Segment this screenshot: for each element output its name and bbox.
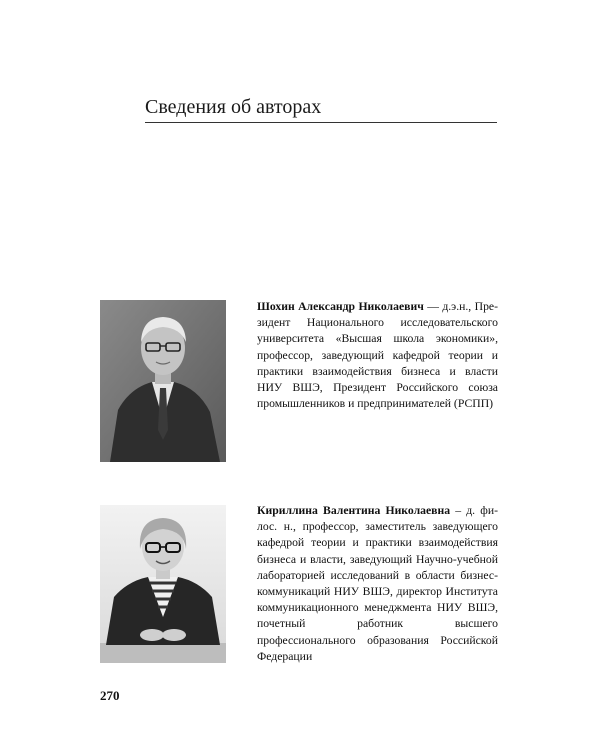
author-photo-kirillina <box>100 505 226 663</box>
author-bio-shokhin <box>257 299 498 412</box>
author-description: д.э.н., Президент Национального исследовательского университета «Высшая школа экономики», профессор, заведующий кафедрой теории и практики взаимодействия бизнеса и власти НИУ ВШЭ, Президент Российского союза промышленников и предпринимателей (РСПП) <box>257 300 499 411</box>
page-number: 270 <box>100 688 120 703</box>
author-name: Кириллина Валентина Николаевна <box>257 504 451 517</box>
page-title: Сведения об авторах <box>145 96 322 118</box>
author-bio-kirillina <box>257 503 498 665</box>
author-description: д. филос. н., профессор, заместитель заведующего кафедрой теории и практики взаимодействия бизнеса и власти, заведующий Научно-учебной лабораторией исследований в области бизнес-коммуникаций НИУ ВШЭ, директор Института коммуникационного менеджмента НИУ ВШЭ, почетный работник высшего профессионального образования Российской Федерации <box>257 504 499 663</box>
author-name: Шохин Александр Николаевич <box>257 300 424 313</box>
name-separator: – <box>450 504 467 517</box>
author-photo-shokhin <box>100 300 226 462</box>
name-separator: — <box>423 300 443 313</box>
title-divider <box>145 122 497 123</box>
